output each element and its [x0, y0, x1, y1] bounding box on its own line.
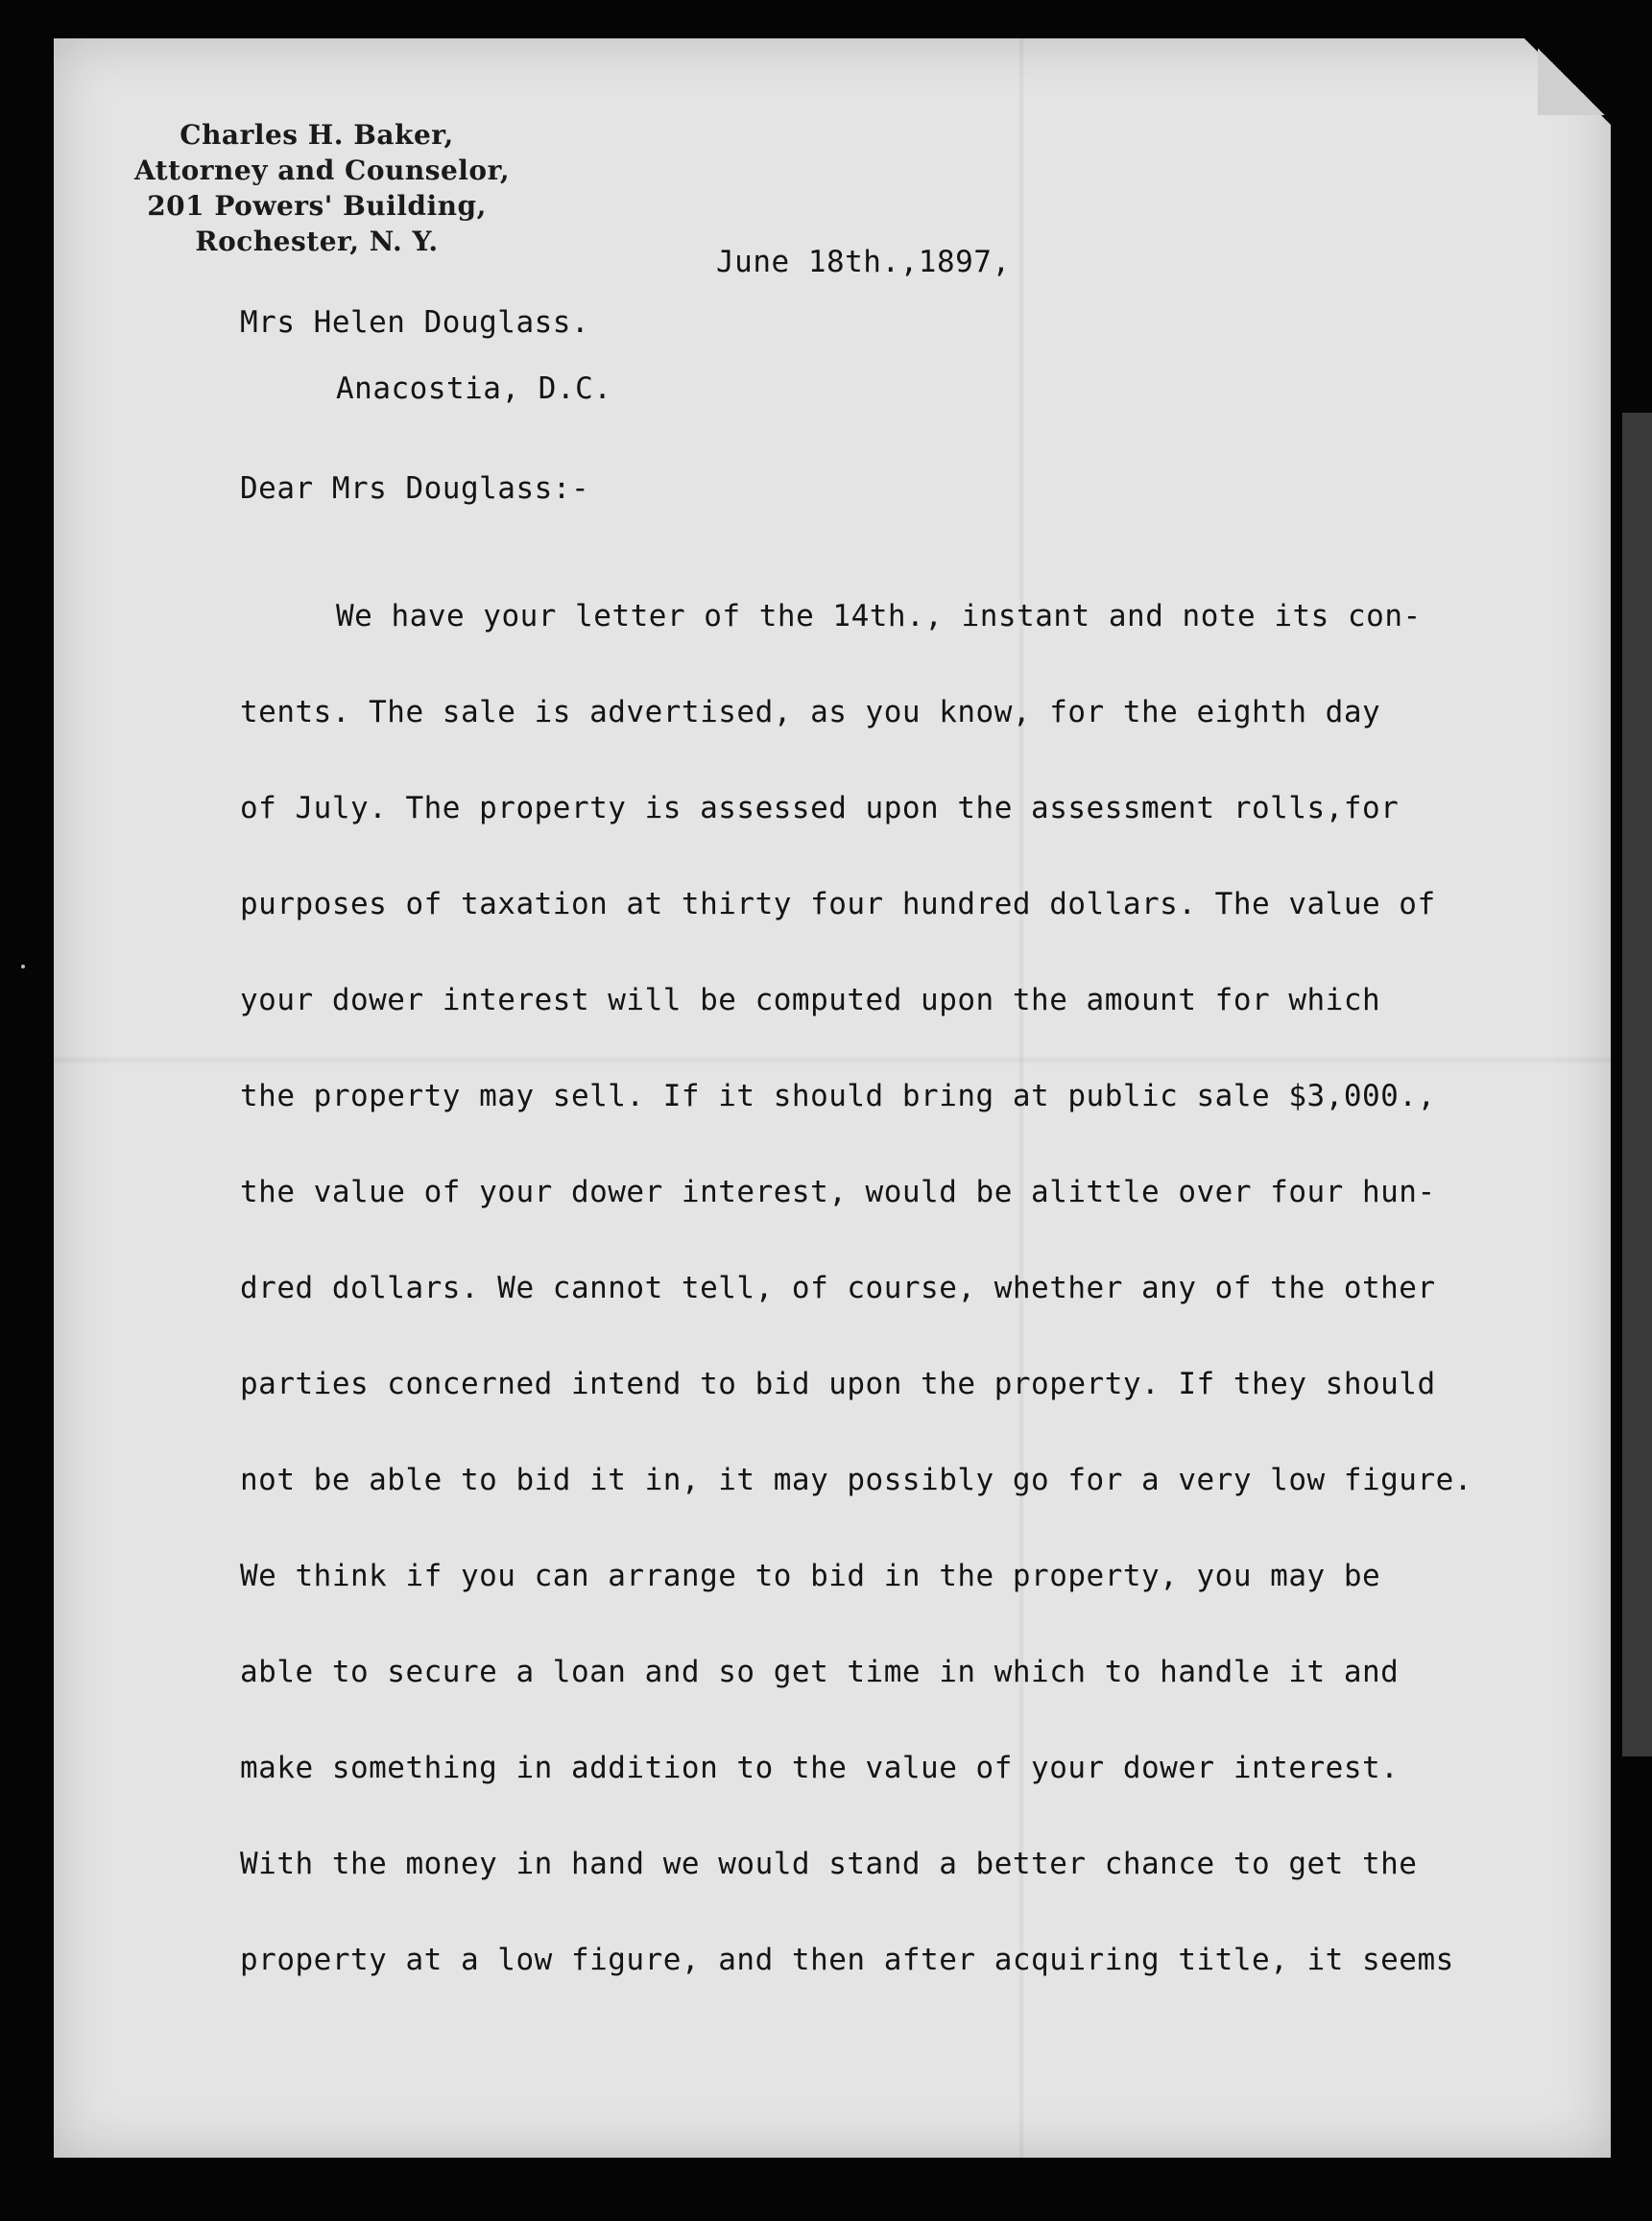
scan-edge-strip	[1622, 413, 1652, 1756]
body-line: not be able to bid it in, it may possibly go for a very low figure.	[240, 1463, 1472, 1497]
body-line: make something in addition to the value of your dower interest.	[240, 1751, 1400, 1785]
letter-date: June 18th.,1897,	[716, 245, 1011, 279]
body-line: property at a low figure, and then after acquiring title, it seems	[240, 1943, 1454, 1977]
body-line: tents. The sale is advertised, as you know, for the eighth day	[240, 695, 1381, 729]
salutation: Dear Mrs Douglass:-	[240, 471, 590, 506]
body-line: purposes of taxation at thirty four hundred dollars. The value of	[240, 887, 1436, 921]
letter-body	[240, 568, 1584, 2008]
body-line: parties concerned intend to bid upon the property. If they should	[240, 1367, 1436, 1401]
body-line: dred dollars. We cannot tell, of course, whether any of the other	[240, 1271, 1436, 1305]
body-line: With the money in hand we would stand a better chance to get the	[240, 1847, 1418, 1881]
recipient-address: Anacostia, D.C.	[336, 371, 612, 406]
body-line: able to secure a loan and so get time in which to handle it and	[240, 1655, 1400, 1689]
letterhead-building: 201 Powers' Building,	[147, 190, 487, 222]
folded-corner-flap	[1538, 48, 1605, 115]
letterhead-title: Attorney and Counselor,	[134, 155, 511, 186]
body-line: your dower interest will be computed upon the amount for which	[240, 983, 1381, 1017]
letterhead-name: Charles H. Baker,	[180, 119, 454, 151]
letterhead	[134, 117, 511, 259]
body-line: the value of your dower interest, would be alittle over four hun-	[240, 1175, 1436, 1209]
body-line: the property may sell. If it should bring at public sale $3,000.,	[240, 1079, 1436, 1113]
body-line: of July. The property is assessed upon the assessment rolls,for	[240, 791, 1400, 825]
scan-speck	[21, 965, 25, 968]
body-line: We have your letter of the 14th., instant and note its con-	[336, 599, 1422, 633]
body-line: We think if you can arrange to bid in the property, you may be	[240, 1559, 1381, 1593]
letter-page	[54, 38, 1611, 2158]
letterhead-city: Rochester, N. Y.	[195, 226, 439, 257]
recipient-name: Mrs Helen Douglass.	[240, 305, 590, 340]
